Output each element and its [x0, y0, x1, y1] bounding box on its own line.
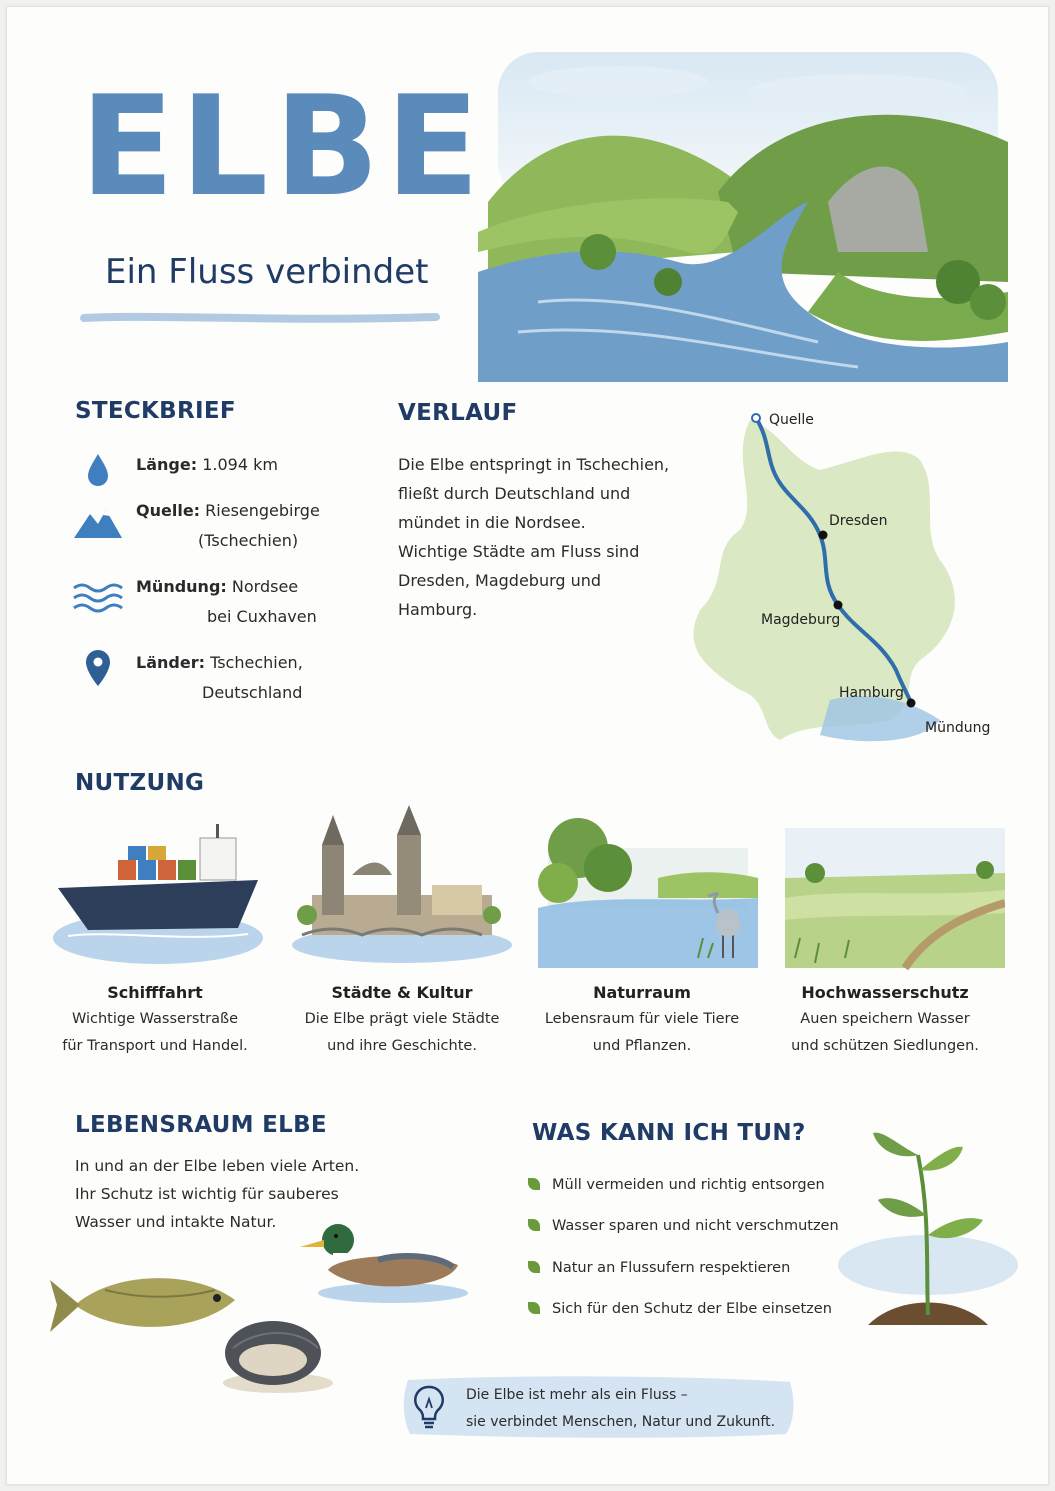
tip-text	[466, 1382, 775, 1436]
lebensraum-line: Ihr Schutz ist wichtig für sauberes	[75, 1185, 339, 1203]
seedling-illustration	[838, 1125, 1018, 1345]
aktion-item	[528, 1177, 825, 1193]
aktion-item	[528, 1301, 832, 1317]
aktion-item	[528, 1218, 839, 1234]
floodplain-illustration	[785, 818, 1005, 978]
leaf-icon	[528, 1178, 540, 1190]
poster-subtitle: Ein Fluss verbindet	[105, 252, 429, 292]
steckbrief-value-line2: (Tschechien)	[198, 531, 299, 550]
river-landscape-illustration	[478, 52, 1018, 382]
aktion-item-text: Sich für den Schutz der Elbe einsetzen	[552, 1301, 832, 1317]
nutzung-heading: NUTZUNG	[75, 770, 205, 796]
nutzung-card-title: Hochwasserschutz	[801, 983, 969, 1002]
aktion-item	[528, 1260, 790, 1276]
magdeburg-marker	[834, 601, 843, 610]
nutzung-card-desc-line: und Pflanzen.	[592, 1038, 692, 1054]
mussel-illustration	[218, 1308, 338, 1398]
leaf-icon	[528, 1219, 540, 1231]
lebensraum-heading: LEBENSRAUM ELBE	[75, 1112, 327, 1138]
mountain-icon	[70, 502, 126, 542]
map-label-muendung: Mündung	[925, 720, 991, 736]
poster-title: ELBE	[80, 66, 486, 227]
duck-illustration	[298, 1215, 470, 1305]
steckbrief-heading: STECKBRIEF	[75, 398, 236, 424]
map-label-quelle: Quelle	[769, 412, 814, 428]
tip-line: sie verbindet Menschen, Natur und Zukunft.	[466, 1414, 776, 1430]
leaf-icon	[528, 1261, 540, 1273]
nutzung-card-desc-line: und ihre Geschichte.	[327, 1038, 477, 1054]
nutzung-card-title: Schifffahrt	[107, 983, 203, 1002]
verlauf-line: Wichtige Städte am Fluss sind	[398, 542, 640, 561]
steckbrief-value: Nordsee	[231, 577, 299, 596]
verlauf-line: Dresden, Magdeburg und	[398, 571, 602, 590]
leaf-icon	[528, 1302, 540, 1314]
steckbrief-value-line2: bei Cuxhaven	[207, 607, 317, 626]
nutzung-card-desc-line: Wichtige Wasserstraße	[71, 1011, 239, 1027]
nutzung-card-desc-line: für Transport und Handel.	[62, 1038, 248, 1054]
steckbrief-row-muendung	[70, 572, 360, 636]
verlauf-line: Hamburg.	[398, 600, 478, 619]
steckbrief-label: Quelle:	[136, 501, 201, 520]
verlauf-heading: VERLAUF	[398, 400, 518, 426]
steckbrief-label: Länge:	[136, 455, 198, 474]
verlauf-line: fließt durch Deutschland und	[398, 484, 631, 503]
dresden-city-illustration	[292, 805, 512, 965]
nutzung-card-title: Städte & Kultur	[331, 983, 473, 1002]
steckbrief-row-laenge	[70, 450, 360, 490]
steckbrief-label: Mündung:	[136, 577, 227, 596]
map-pin-icon	[70, 648, 126, 688]
steckbrief-value: 1.094 km	[202, 455, 278, 474]
nutzung-card-desc	[765, 1006, 1005, 1060]
verlauf-line: mündet in die Nordsee.	[398, 513, 586, 532]
steckbrief-row-laender	[70, 648, 360, 712]
verlauf-text	[398, 450, 698, 624]
nutzung-card-title: Naturraum	[593, 983, 691, 1002]
map-label-dresden: Dresden	[829, 513, 888, 529]
nutzung-card-desc-line: und schützen Siedlungen.	[791, 1038, 979, 1054]
tip-line: Die Elbe ist mehr als ein Fluss –	[466, 1387, 688, 1403]
aktion-item-text: Natur an Flussufern respektieren	[552, 1260, 791, 1276]
nutzung-card-desc-line: Lebensraum für viele Tiere	[544, 1011, 740, 1027]
nature-heron-illustration	[538, 808, 758, 968]
nutzung-card-desc	[522, 1006, 762, 1060]
water-drop-icon	[70, 450, 126, 490]
nutzung-card-desc-line: Auen speichern Wasser	[800, 1011, 970, 1027]
steckbrief-value: Tschechien,	[210, 653, 303, 672]
steckbrief-value-line2: Deutschland	[202, 683, 303, 702]
subtitle-brush-stroke	[80, 312, 440, 324]
nutzung-card-desc	[35, 1006, 275, 1060]
map-label-magdeburg: Magdeburg	[761, 612, 841, 628]
verlauf-line: Die Elbe entspringt in Tschechien,	[398, 455, 670, 474]
fish-illustration	[45, 1260, 245, 1350]
germany-shape	[694, 420, 955, 740]
steckbrief-row-quelle	[70, 496, 360, 560]
map-label-hamburg: Hamburg	[839, 685, 904, 701]
cargo-ship-illustration	[48, 818, 268, 978]
aktion-heading: WAS KANN ICH TUN?	[532, 1120, 806, 1146]
waves-icon	[70, 578, 126, 618]
steckbrief-value: Riesengebirge	[205, 501, 320, 520]
lebensraum-line: Wasser und intakte Natur.	[75, 1213, 277, 1231]
lightbulb-icon	[412, 1384, 446, 1430]
lebensraum-line: In und an der Elbe leben viele Arten.	[75, 1157, 360, 1175]
nutzung-card-desc-line: Die Elbe prägt viele Städte	[304, 1011, 500, 1027]
aktion-item-text: Wasser sparen und nicht verschmutzen	[552, 1218, 839, 1234]
elbe-course-map	[670, 400, 1000, 750]
nutzung-card-desc	[282, 1006, 522, 1060]
aktion-item-text: Müll vermeiden und richtig entsorgen	[552, 1177, 825, 1193]
hamburg-marker	[907, 699, 916, 708]
dresden-marker	[819, 531, 828, 540]
steckbrief-label: Länder:	[136, 653, 205, 672]
source-marker	[752, 414, 760, 422]
